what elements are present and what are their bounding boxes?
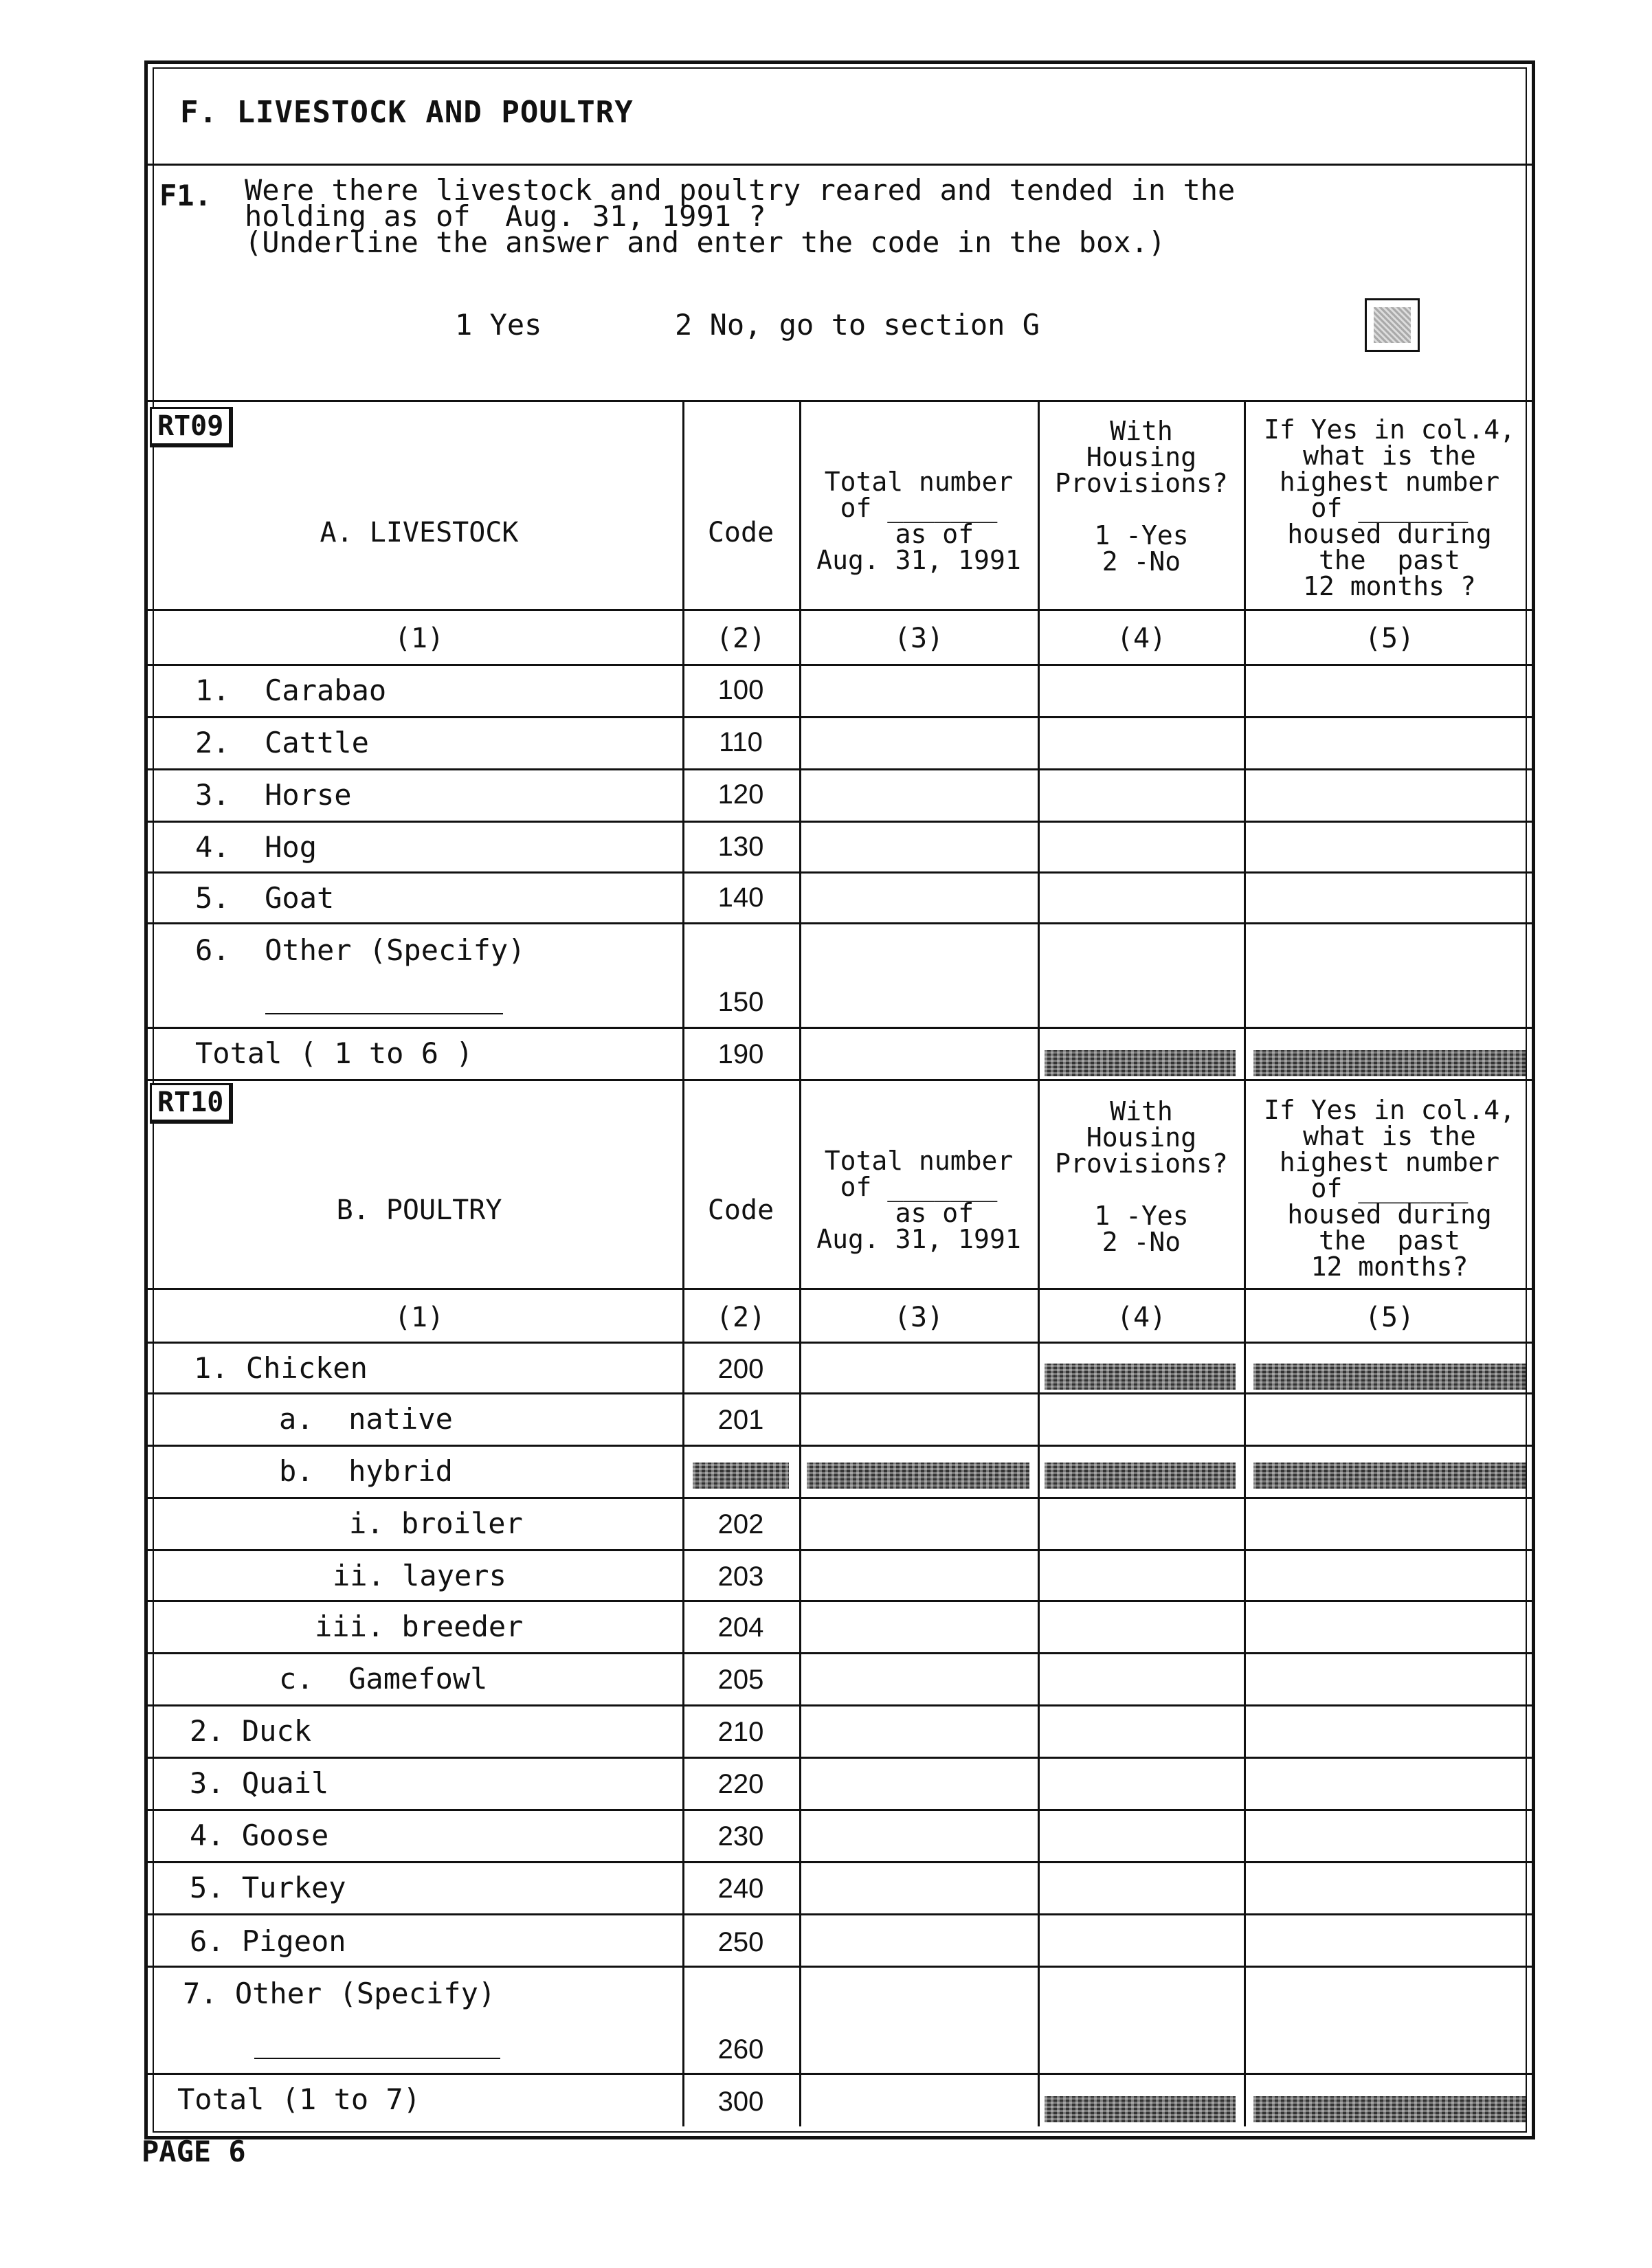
row-divider [148,1704,1532,1706]
poultry-total-code: 300 [717,2087,764,2117]
column-number: (5) [1364,623,1415,654]
shaded-cell [807,1463,1029,1489]
poultry-row-label: 5. Turkey [190,1871,346,1904]
specify-blank[interactable] [254,2058,500,2059]
livestock-code-header: Code [707,517,774,548]
row-divider [148,1809,1532,1811]
row-divider [148,871,1532,874]
livestock-row-code: 130 [717,832,764,862]
livestock-total-label: Total ( 1 to 6 ) [195,1036,473,1070]
livestock-row-label: 4. Hog [195,830,317,864]
shaded-cell [1045,1050,1236,1076]
poultry-row-label: iii. breeder [315,1610,524,1643]
livestock-highest-header: If Yes in col.4, what is the highest number of _______ housed during the past 12 months ? [1263,414,1516,601]
row-divider [148,716,1532,718]
answer-code-box-shading [1374,307,1411,343]
livestock-total-code: 190 [717,1039,764,1069]
row-divider [148,1861,1532,1863]
column-number: (2) [715,1302,766,1333]
row-divider [148,1757,1532,1759]
divider [148,1288,1532,1290]
row-divider [148,922,1532,924]
row-divider [148,1966,1532,1968]
livestock-housing-header: With Housing Provisions? 1 -Yes 2 -No [1055,416,1228,577]
poultry-title: B. POULTRY [336,1194,502,1226]
poultry-row-label: a. native [279,1402,453,1436]
poultry-highest-header: If Yes in col.4, what is the highest number of _______ housed during the past 12 months? [1263,1095,1516,1282]
poultry-row-label: 1. Chicken [194,1351,368,1385]
livestock-row-label: 1. Carabao [195,674,387,707]
livestock-row-code: 150 [717,987,764,1017]
column-number: (1) [394,623,445,654]
shaded-cell [1253,1050,1526,1076]
question-number: F1. [159,179,212,212]
column-divider [1038,401,1040,2126]
shaded-cell [1253,1364,1526,1390]
poultry-row-code: 204 [717,1612,764,1643]
divider [148,609,1532,611]
poultry-row-code: 203 [717,1561,764,1592]
record-tag-livestock: RT09 [150,407,233,447]
divider [148,664,1532,666]
row-divider [148,768,1532,770]
livestock-title: A. LIVESTOCK [320,517,519,548]
poultry-row-code: 210 [717,1717,764,1747]
divider [148,1079,1532,1081]
poultry-row-code: 220 [717,1769,764,1799]
column-divider [682,401,684,2126]
poultry-row-code: 201 [717,1405,764,1435]
poultry-row-code: 240 [717,1874,764,1904]
poultry-total-header: Total number of _______ as of Aug. 31, 1991 [816,1146,1021,1254]
column-number: (1) [394,1302,445,1333]
livestock-row-code: 110 [719,727,763,757]
divider [148,164,1532,166]
shaded-cell [1253,2096,1526,2122]
row-divider [148,1600,1532,1602]
divider [148,400,1532,402]
poultry-row-label: b. hybrid [279,1454,453,1488]
row-divider [148,821,1532,823]
poultry-row-label: i. broiler [349,1507,523,1540]
poultry-row-label: c. Gamefowl [279,1662,488,1696]
livestock-row-code: 120 [717,779,764,810]
question-line-1: Were there livestock and poultry reared and tended in the [245,173,1236,207]
record-tag-poultry: RT10 [150,1083,233,1124]
poultry-row-label: 6. Pigeon [190,1924,346,1958]
option-no[interactable]: 2 No, go to section G [675,308,1040,342]
livestock-row-label: 5. Goat [195,881,335,915]
livestock-row-label: 2. Cattle [195,726,369,759]
column-number: (2) [715,623,766,654]
poultry-row-label: ii. layers [333,1559,506,1592]
poultry-row-code: 205 [717,1665,764,1695]
column-number: (4) [1116,623,1167,654]
answer-code-box[interactable] [1365,298,1420,352]
question-text [245,173,1236,259]
poultry-row-code: 260 [717,2034,764,2065]
row-divider [148,1027,1532,1029]
option-yes[interactable]: 1 Yes [455,308,542,342]
poultry-row-code: 200 [717,1354,764,1384]
poultry-row-code: 202 [717,1509,764,1539]
question-line-2: holding as of Aug. 31, 1991 ? [245,199,766,233]
livestock-row-label: 6. Other (Specify) [195,933,526,967]
row-divider [148,1445,1532,1447]
column-number: (3) [893,1302,944,1333]
poultry-housing-header: With Housing Provisions? 1 -Yes 2 -No [1055,1096,1228,1257]
livestock-row-label: 3. Horse [195,778,352,812]
poultry-total-label: Total (1 to 7) [177,2082,421,2116]
livestock-total-header: Total number of _______ as of Aug. 31, 1991 [816,467,1021,575]
question-line-3: (Underline the answer and enter the code in the box.) [245,225,1166,259]
livestock-row-code: 140 [717,882,764,913]
poultry-row-label: 2. Duck [190,1714,312,1748]
row-divider [148,1549,1532,1551]
livestock-row-code: 100 [717,675,764,705]
shaded-cell [1253,1463,1526,1489]
poultry-row-label: 4. Goose [190,1819,329,1852]
row-divider [148,1392,1532,1394]
section-title: F. LIVESTOCK AND POULTRY [180,95,634,130]
page-number: PAGE 6 [142,2135,246,2168]
poultry-row-code: 250 [717,1927,764,1957]
shaded-cell [1045,1364,1236,1390]
poultry-row-label: 3. Quail [190,1766,329,1800]
row-divider [148,1652,1532,1654]
shaded-cell [1045,1463,1236,1489]
column-number: (3) [893,623,944,654]
shaded-cell [1045,2096,1236,2122]
specify-blank[interactable] [265,1013,503,1014]
row-divider [148,1497,1532,1499]
divider [148,1342,1532,1344]
row-divider [148,1913,1532,1915]
column-number: (4) [1116,1302,1167,1333]
row-divider [148,2073,1532,2075]
poultry-row-code: 230 [717,1821,764,1852]
poultry-row-label: 7. Other (Specify) [183,1977,496,2010]
poultry-code-header: Code [707,1194,774,1226]
shaded-cell [693,1463,789,1489]
column-number: (5) [1364,1302,1415,1333]
column-divider [799,401,801,2126]
